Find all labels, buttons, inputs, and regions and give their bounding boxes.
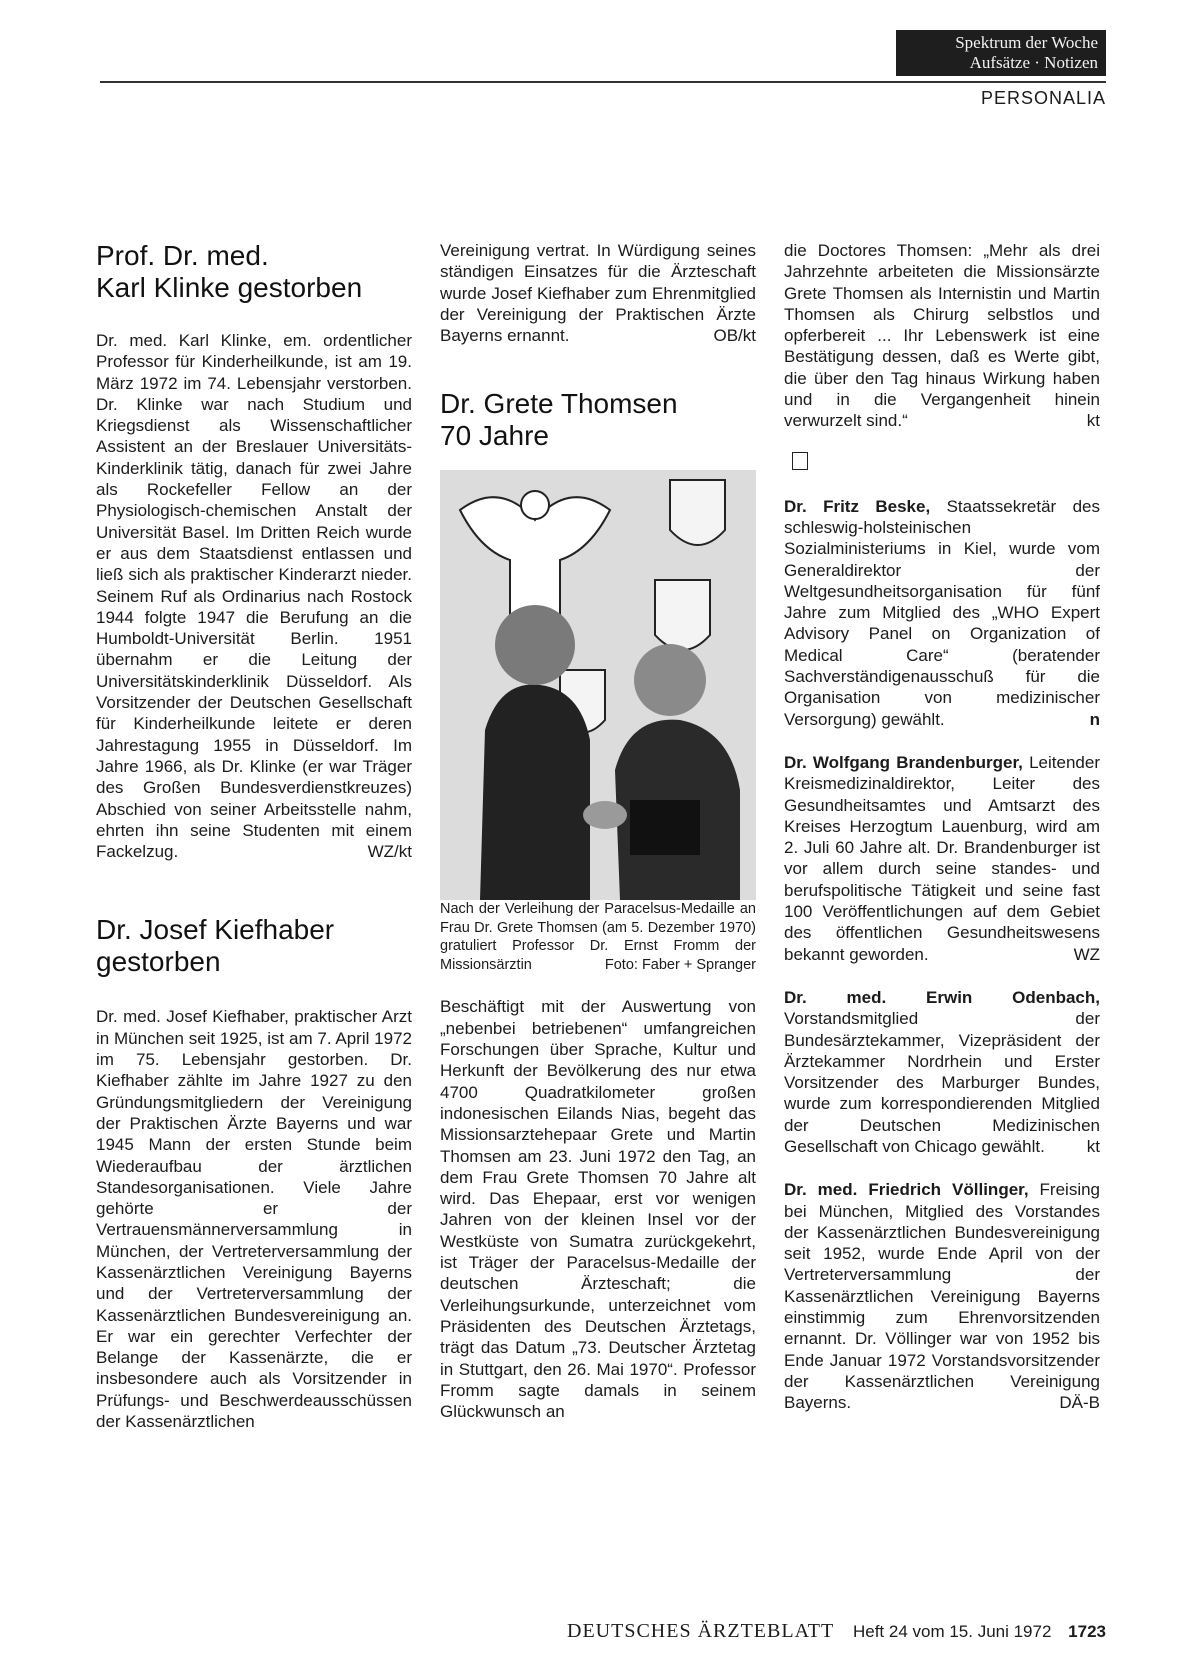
voellinger-signature: DÄ-B [1059,1393,1100,1413]
klinke-body-paragraph [96,330,412,862]
thomsen-body-part-2: die Doctores Thomsen: „Mehr als drei Jahrzehnte arbeiteten die Missionsärzte Grete Thomsen als Internistin und Martin Thomsen als Chirurg selbstlos und opferbereit ... Ihr Lebenswerk ist eine Bestätigung dessen, daß es Werte gibt, die über den Tag hinaus Wirkung haben und in die Vergangenheit hinein verwurzelt sind.“ [784,241,1100,431]
badge-line-1: Spektrum der Woche [955,33,1098,52]
caption-text: Nach der Verleihung der Paracelsus-Medaille an Frau Dr. Grete Thomsen (am 5. Dezember 1970) gratuliert Professor Dr. Ernst Fromm der Missionsärztin [440,901,756,973]
issue-info: Heft 24 vom 15. Juni 1972 [852,1622,1052,1641]
photo-illustration [440,470,756,900]
klinke-title-line-1: Prof. Dr. med. [96,240,269,271]
column-1 [96,240,412,1432]
header-rule [100,81,1106,83]
klinke-title-line-2: Karl Klinke gestorben [96,272,363,303]
caption-credit: Foto: Faber + Spranger [604,956,756,973]
klinke-body: Dr. med. Karl Klinke, em. ordentlicher Professor für Kinderheilkunde, ist am 19. März 1972 im 74. Lebensjahr verstorben. Dr. Klinke war nach Studium und Kriegsdienst als Wissenschaftlicher Assistent an der Breslauer Universitäts-Kinderklinik tätig, danach für zwei Jahre als Rockefeller Fellow an der Physiologisch-chemischen Anstalt der Universität Basel. Im Dritten Reich wurde er aus dem Staatsdienst entlassen und ließ sich als praktischer Kinderarzt nieder. Seinem Ruf als Ordinarius nach Rostock 1944 folgte 1947 die Berufung an die Humboldt-Universität Berlin. 1951 übernahm er die Leitung der Universitätskinderklinik Düsseldorf. Als Vorsitzender der Deutschen Gesellschaft für Kinderheilkunde leitete er deren Jahrestagung 1955 in Düsseldorf. Im Jahre 1966, als Dr. Klinke (er war Träger des Großen Bundesverdienstkreuzes) Abschied von seiner Arbeitsstelle nahm, ehrten ihn seine Studenten mit einem Fackelzug. [96,331,412,862]
odenbach-name: Dr. med. Erwin Odenbach, [784,987,1100,1007]
kiefhaber-body-part-2: Vereinigung vertrat. In Würdigung seines ständigen Einsatzes für die Ärzteschaft wurde Josef Kiefhaber zum Ehrenmitglied der Vereinigung der Praktischen Ärzte Bayerns ernannt. [440,241,756,346]
thomsen-body-part-1: Beschäftigt mit der Auswertung von „nebenbei betriebenen“ umfangreichen Forschungen über Sprache, Kultur und Herkunft der Bevölkerung des nur etwa 4700 Quadratkilometer großen indonesischen Eilands Nias, begeht das Missionsarztehepaar Grete und Martin Thomsen am 23. Juni 1972 den Tag, an dem Frau Grete Thomsen 70 Jahre alt wird. Das Ehepaar, erst vor wenigen Jahren von der kleinen Insel vor der Westküste von Sumatra zurückgekehrt, ist Träger der Paracelsus-Medaille der deutschen Ärzteschaft; die Verleihungsurkunde, unterzeichnet vom Präsidenten des Deutschen Ärztetags, trägt das Datum „73. Deutscher Ärztetag in Stuttgart, den 26. Mai 1970“. Professor Fromm sagte damals in seinem Glückwunsch an [440,997,756,1422]
thomsen-title-line-1: Dr. Grete Thomsen [440,388,678,420]
section-title: PERSONALIA [980,88,1106,108]
end-mark-box [792,452,808,470]
kiefhaber-continuation [440,240,756,346]
voellinger-name: Dr. med. Friedrich Völlinger, [784,1180,1029,1200]
klinke-headline [96,240,412,304]
voellinger-body: Freising bei München, Mitglied des Vorstandes der Kassenärztlichen Bundesvereinigung seit 1952, wurde Ende April von der Vertreterversammlung der Kassenärztlichen Vereinigung Bayerns einstimmig zum Ehrenvorsitzenden ernannt. Dr. Völlinger war von 1952 bis Ende Januar 1972 Vorstandsvorsitzender der Kassenärztlichen Vereinigung Bayerns. [784,1180,1101,1413]
voellinger-entry [784,1179,1100,1413]
kiefhaber-headline [96,914,412,978]
beske-signature: n [1089,709,1100,729]
beske-name: Dr. Fritz Beske, [784,496,931,516]
thomsen-headline [440,388,756,452]
kiefhaber-title-line-1: Dr. Josef Kiefhaber [96,914,335,946]
thomsen-photo [440,470,756,900]
brandenburger-body: Leitender Kreismedizinaldirektor, Leiter des Gesundheitsamtes und Amtsarzt des Kreises Herzogtum Lauenburg, wird am 2. Juli 60 Jahre alt. Dr. Brandenburger ist vor allem durch seine standes- und berufspolitische Tätigkeit und seine fast 100 Veröffentlichungen auf dem Gebiet des öffentlichen Gesundheitswesens bekannt geworden. [784,752,1100,964]
beske-body: Staatssekretär des schleswig-holsteinischen Sozialministeriums in Kiel, wurde vom Generaldirektor der Weltgesundheitsorganisation für fünf Jahre zum Mitglied des „WHO Expert Advisory Panel on Organization of Medical Care“ (beratender Sachverständigenausschuß für die Organisation von medizinischer Versorgung) gewählt. [784,496,1100,729]
brandenburger-entry [784,752,1100,965]
beske-entry [784,496,1100,730]
magazine-name: DEUTSCHES ÄRZTEBLATT [567,1620,835,1642]
thomsen-title-line-2: 70 Jahre [440,420,549,452]
thomsen-signature: kt [1086,411,1100,431]
kiefhaber-title-line-2: gestorben [96,946,221,978]
page-number: 1723 [1068,1622,1106,1641]
thomsen-continuation [784,240,1100,432]
badge-line-2: Aufsätze · Notizen [969,53,1098,72]
photo-caption [440,900,756,974]
odenbach-signature: kt [1086,1136,1100,1156]
brandenburger-name: Dr. Wolfgang Brandenburger, [784,752,1023,772]
column-3 [784,240,1100,1414]
odenbach-body: Vorstandsmitglied der Bundesärztekammer, Vizepräsident der Ärztekammer Nordrhein und Erster Vorsitzender des Marburger Bundes, wurde zum korrespondierenden Mitglied der Deutschen Medizinischen Gesellschaft von Chicago gewählt. [784,1009,1100,1156]
brandenburger-signature: WZ [1073,944,1100,964]
section-badge [896,30,1106,76]
klinke-signature: WZ/kt [367,842,412,862]
kiefhaber-signature: OB/kt [713,326,756,346]
column-2 [440,240,756,1422]
kiefhaber-body-part-1: Dr. med. Josef Kiefhaber, praktischer Arzt in München seit 1925, ist am 7. April 1972 im 75. Lebensjahr gestorben. Dr. Kiefhaber zählte im Jahre 1927 zu den Gründungsmitgliedern der Vereinigung der Praktischen Ärzte Bayerns und war 1945 Mann der ersten Stunde beim Wiederaufbau der ärztlichen Standesorganisationen. Viele Jahre gehörte er der Vertrauensmännerversammlung in München, der Vertreterversammlung der Kassenärztlichen Vereinigung Bayerns und der Vertreterversammlung der Kassenärztlichen Bundesvereinigung an. Er war ein gerechter Verfechter der Belange der Kassenärzte, die er insbesondere auch als Vorsitzender in Prüfungs- und Beschwerdeausschüssen der Kassenärztlichen [96,1007,412,1432]
page-footer [480,1620,1106,1643]
odenbach-entry [784,987,1100,1157]
